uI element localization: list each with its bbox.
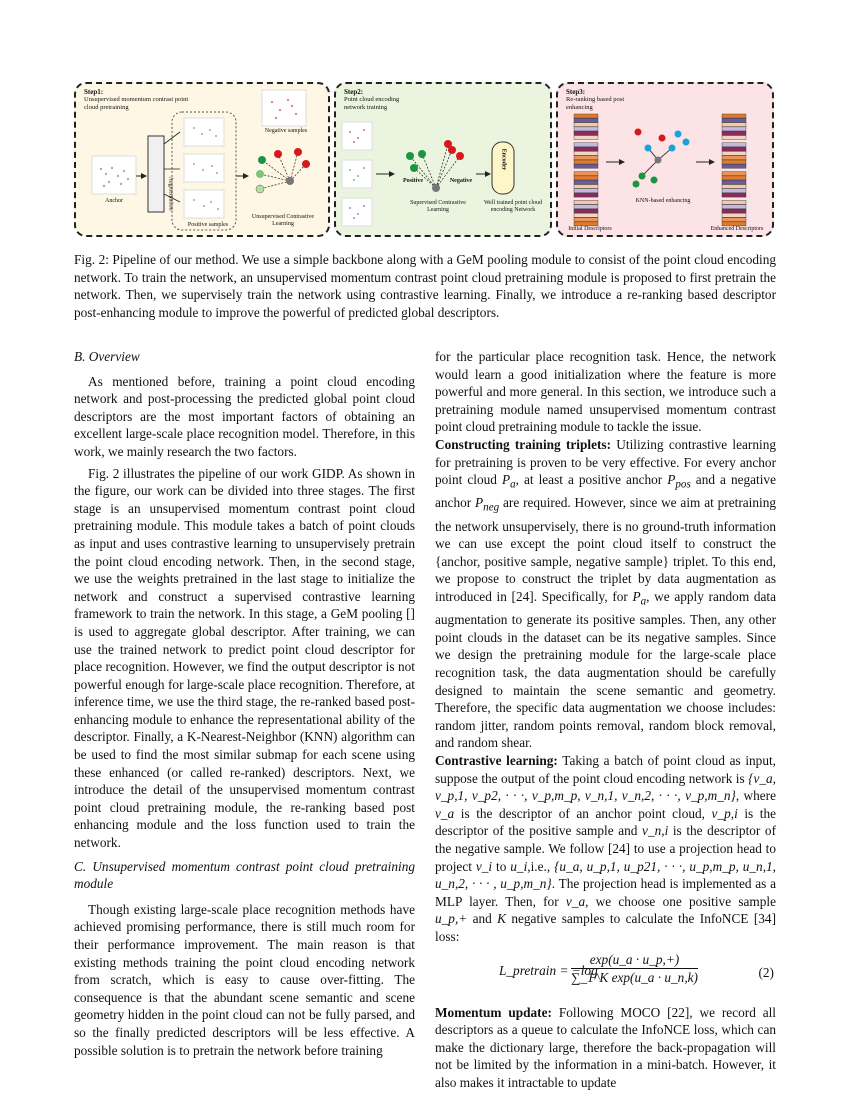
figure-caption: Fig. 2: Pipeline of our method. We use a simple backbone along with a GeM pooling module to consist of the point cloud encoding network. To train the network, an unsupervised momentum contrast point cloud pretraining module is proposed to first pretrain the network. Then, we supervisely train the network using contrastive learning. Finally, we introduce a re-ranking based descriptor post-enhancing module to improve the powerful of predicted global descriptors.: [74, 252, 776, 320]
descriptor-row: [722, 172, 746, 176]
step1-title: Step1:: [84, 88, 104, 96]
anchor-symbol: $P_a$: [501, 472, 516, 491]
descriptor-row: [722, 176, 746, 180]
descriptor-row: [722, 127, 746, 131]
descriptor-row: [722, 143, 746, 147]
descriptor-row: [574, 156, 598, 160]
descriptor-row: [574, 147, 598, 151]
step2-diagram: [336, 84, 552, 237]
descriptor-row: [574, 131, 598, 135]
equation-numerator: exp(u_a · u_p,+): [571, 952, 698, 969]
descriptor-row: [722, 185, 746, 189]
negative-label: Negative: [449, 178, 473, 184]
step1-panel: [74, 82, 330, 237]
triplets-heading: Constructing training triplets:: [435, 436, 612, 452]
descriptor-row: [574, 114, 598, 118]
descriptor-row: [574, 172, 598, 176]
positive-anchor-symbol: $P_{pos}$: [667, 472, 691, 491]
descriptor-row: [574, 218, 598, 222]
descriptor-row: [574, 185, 598, 189]
descriptor-row: [722, 205, 746, 209]
anchor-symbol-2: $P_a$: [632, 589, 647, 608]
descriptor-row: [574, 127, 598, 131]
descriptor-row: [722, 180, 746, 184]
step3-diagram: [558, 84, 774, 237]
initial-descriptors-label: Initial Descriptors: [568, 226, 612, 232]
descriptor-row: [722, 131, 746, 135]
descriptor-row: [722, 151, 746, 155]
equation-fraction: [571, 952, 698, 986]
pipeline-figure: [74, 82, 776, 242]
overview-paragraph-2: Fig. 2 illustrates the pipeline of our work GIDP. As shown in the figure, our work can be divided into three stages. The first stage is an unsupervised momentum contrast point cloud pretraining module. This module takes a batch of point clouds as input and uses contrastive learning to unsupervisely pretrain the point cloud encoding network. Then, in the second stage, we use the weights pretrained in the last stage to initialize the network and construct a supervised contrastive learning framework to train the network. In this stage, a GeM pooling [] is used to aggregate global descriptor. After training, we can use the trained network to predict point cloud descriptor for place recognition. However, we find the output descriptor is not powerful enough for large-scale place recognition. Therefore, at inference time, we use the third stage, the re-ranked based post-enhancing module to enhance the representational ability of the descriptor. Finally, a K-Nearest-Neighbor (KNN) algorithm can be used to find the most similar submap for each scene using these enhanced (or called re-ranked) descriptors. Next, we introduce the detail of the unsupervised momentum contrast point cloud pretraining module, the re-ranking based post enhancing module and the loss function used to train the network.: [74, 465, 415, 851]
descriptor-row: [574, 180, 598, 184]
descriptor-row: [574, 151, 598, 155]
left-column: [74, 348, 415, 1059]
contrastive-paragraph: Contrastive learning: Taking a batch of point cloud as input, suppose the output of the point cloud encoding network is {v_a, v_p,1, v_p2, · · ·, v_p,m_p, v_n,1, v_n,2, · · ·, v_p,m_n}, where v_a is the descriptor of an anchor point cloud, v_p,i is the descriptor of the positive sample and v_n,i is the descriptor of the negative sample. We follow [24] to use a projection head to project v_i to u_i,i.e., {u_a, u_p,1, u_p21, · · ·, u_p,m_p, u_n,1, u_n,2, · · · , u_p,m_n}. The projection head is implemented as a MLP layer. Then, for v_a, we choose one positive sample u_p,+ and K negative samples to calculate the InfoNCE [34] loss:: [435, 753, 777, 944]
descriptor-row: [722, 189, 746, 193]
momentum-heading: Momentum update:: [435, 1004, 552, 1020]
descriptor-row: [722, 164, 746, 168]
step3-panel: [556, 82, 774, 237]
descriptor-row: [722, 200, 746, 204]
momentum-paragraph: Momentum update: Following MOCO [22], we record all descriptors as a queue to calculate the InfoNCE loss, which can make the dictionary large, therefore the back-propagation will not be limited by the information in a mini-batch. However, it also makes it intractable to update: [435, 1004, 777, 1090]
section-c-heading: C. Unsupervised momentum contrast point cloud pretraining module: [74, 858, 415, 892]
descriptor-row: [722, 160, 746, 164]
descriptor-row: [722, 123, 746, 127]
negative-samples-label: Negative samples: [264, 128, 308, 134]
descriptor-row: [574, 118, 598, 122]
step1-subtitle: Unsupervised momentum contrast point cloud pretraining: [84, 96, 189, 111]
step2-title: Step2:: [344, 88, 364, 96]
descriptor-row: [574, 143, 598, 147]
right-column: [435, 348, 776, 1092]
anchor-cloud-image: [92, 156, 136, 194]
step2-subtitle: Point cloud encoding network training: [344, 96, 400, 111]
descriptor-row: [574, 160, 598, 164]
trained-network-label: Well trained point cloud encoding Network: [483, 200, 542, 213]
step2-panel: [334, 82, 552, 237]
descriptor-row: [722, 193, 746, 197]
anchor-label: Anchor: [105, 198, 123, 204]
negative-anchor-symbol: $P_{neg}$: [475, 495, 500, 515]
descriptor-row: [574, 189, 598, 193]
overview-paragraph-1: As mentioned before, training a point cloud encoding network and post-processing the predicted global point cloud descriptors are the most important factors of obtaining an excellent large-scale place recognition model. Therefore, in this work, we mainly research the two factors.: [74, 373, 415, 459]
descriptor-row: [722, 114, 746, 118]
supervised-contrastive-label: Supervised Contrastive Learning: [410, 200, 466, 213]
equation-lhs: L_pretrain = −log: [499, 962, 598, 978]
positive-label: Positive: [403, 178, 423, 184]
descriptor-row: [574, 209, 598, 213]
pretraining-paragraph-2: for the particular place recognition task. Hence, the network would learn a good initialization where the feature is more powerful and more general. In this section, we introduce such a pretraining module named unsupervised momentum contrast point cloud pretraining module to tackle the issue.: [435, 349, 776, 435]
section-b-heading: B. Overview: [74, 349, 140, 364]
descriptor-row: [574, 193, 598, 197]
step3-title: Step3:: [566, 88, 586, 96]
descriptor-row: [574, 213, 598, 217]
pretraining-paragraph-1: Though existing large-scale place recognition methods have achieved promising performance, there is still much room for their performance improvement. The main reason is that existing methods training the point cloud encoding network from scratch, which is easy to cause over-fitting. The consequence is that the abundant scene semantic and scene geometry hidden in the point cloud can not be fully parsed, and so the finally predicted descriptors will be less effective. A possible solution is to pretrain the network before training: [74, 901, 415, 1058]
knn-label: KNN-based enhancing: [635, 198, 691, 204]
descriptor-row: [722, 156, 746, 160]
unsupervised-contrastive-label: Unsupervised Contrastive Learning: [251, 214, 315, 227]
descriptor-row: [722, 118, 746, 122]
descriptor-row: [574, 123, 598, 127]
descriptor-row: [722, 218, 746, 222]
equation-2: [435, 952, 776, 998]
descriptor-row: [574, 136, 598, 140]
descriptor-row: [574, 200, 598, 204]
encoder-label: Encoder: [500, 148, 507, 171]
descriptor-set: {v_a, v_p,1, v_p2, · · ·, v_p,m_p, v_n,1, v_n,2, · · ·, v_p,m_n}: [435, 770, 776, 804]
descriptor-row: [574, 176, 598, 180]
descriptor-row: [722, 147, 746, 151]
enhanced-descriptors-label: Enhanced Descriptors: [710, 226, 764, 232]
descriptor-row: [722, 213, 746, 217]
equation-number: (2): [758, 964, 774, 980]
descriptor-row: [574, 164, 598, 168]
projected-set: {u_a, u_p,1, u_p21, · · ·, u_p,m_p, u_n,1, u_n,2, · · · , u_p,m_n}: [435, 858, 776, 892]
equation-denominator: ∑_1^K exp(u_a · u_n,k): [571, 969, 698, 985]
descriptor-row: [574, 205, 598, 209]
enhanced-descriptors-stack: [722, 114, 746, 226]
descriptor-row: [722, 136, 746, 140]
initial-descriptors-stack: [574, 114, 598, 226]
triplets-paragraph: Constructing training triplets: Utilizing contrastive learning for pretraining is proven to be very effective. For every anchor point cloud $P_a$, at least a positive anchor $P_{pos}$ and a negative anchor $P_{neg}$ are required. However, since we aim at pretraining the network unsupervisely, there is no ground-truth information we can use except the point cloud itself to construct the {anchor, positive sample, negative sample} triplet. To this end, we propose to construct the triplet by data augmentation as introduced in [24]. Specifically, for $P_a$, we apply random data augmentation to generate its positive samples. Then, any other point clouds in the dataset can be its negative samples. Since we design the pretraining module for the large-scale place recognition task, the data augmentation should be carefully designed to maintain the scene semantic and geometry. Therefore, the specific data augmentation we choose includes: random jitter, random points removal, random block removal, and random shear.: [435, 436, 776, 751]
step3-subtitle: Re-ranking based post enhancing: [566, 96, 625, 111]
contrastive-heading: Contrastive learning:: [435, 753, 558, 769]
augmentation-label: Augmentation: [167, 176, 174, 211]
descriptor-row: [722, 209, 746, 213]
positive-samples-label: Positive samples: [187, 222, 229, 228]
